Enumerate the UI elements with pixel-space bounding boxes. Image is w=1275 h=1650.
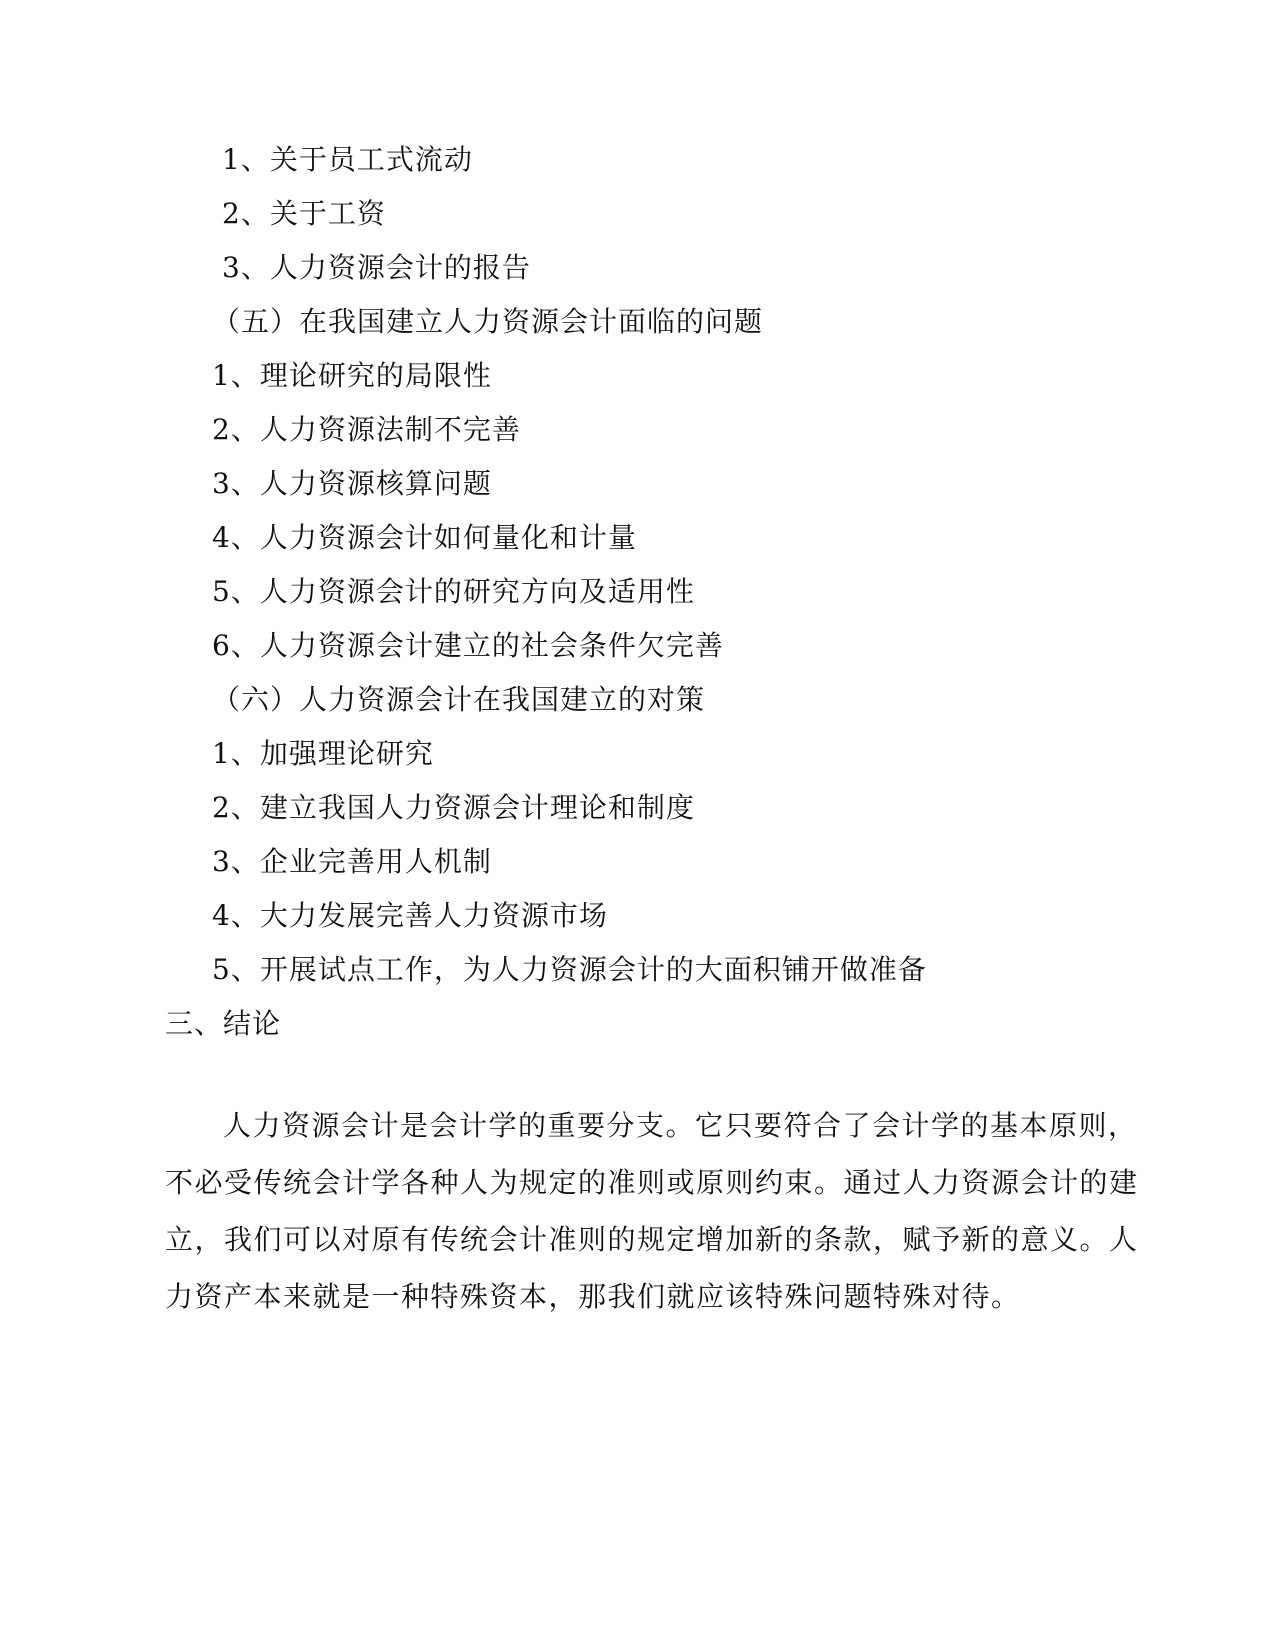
list-item: 6、人力资源会计建立的社会条件欠完善	[212, 629, 724, 662]
list-item: 3、人力资源会计的报告	[222, 251, 531, 284]
conclusion-paragraph	[165, 1097, 1139, 1325]
list-item: 5、人力资源会计的研究方向及适用性	[212, 575, 695, 608]
list-item: 2、人力资源法制不完善	[212, 413, 521, 446]
list-item: 2、关于工资	[222, 197, 386, 230]
list-item: 1、关于员工式流动	[222, 143, 473, 176]
list-item: 4、人力资源会计如何量化和计量	[212, 521, 637, 554]
section-heading: （六）人力资源会计在我国建立的对策	[212, 683, 706, 716]
paragraph-line: 立，我们可以对原有传统会计准则的规定增加新的条款，赋予新的意义。人	[165, 1223, 1139, 1256]
paragraph-line: 力资产本来就是一种特殊资本，那我们就应该特殊问题特殊对待。	[165, 1280, 1021, 1313]
list-item: 3、企业完善用人机制	[212, 845, 492, 878]
list-item: 2、建立我国人力资源会计理论和制度	[212, 791, 695, 824]
list-item: 4、大力发展完善人力资源市场	[212, 899, 608, 932]
paragraph-line: 人力资源会计是会计学的重要分支。它只要符合了会计学的基本原则，	[223, 1109, 1138, 1142]
list-item: 1、理论研究的局限性	[212, 359, 492, 392]
conclusion-heading: 三、结论	[165, 1007, 282, 1040]
list-item: 3、人力资源核算问题	[212, 467, 492, 500]
list-item: 5、开展试点工作，为人力资源会计的大面积铺开做准备	[212, 953, 927, 986]
list-item: 1、加强理论研究	[212, 737, 434, 770]
paragraph-line: 不必受传统会计学各种人为规定的准则或原则约束。通过人力资源会计的建	[165, 1166, 1139, 1199]
section-heading: （五）在我国建立人力资源会计面临的问题	[212, 305, 764, 338]
